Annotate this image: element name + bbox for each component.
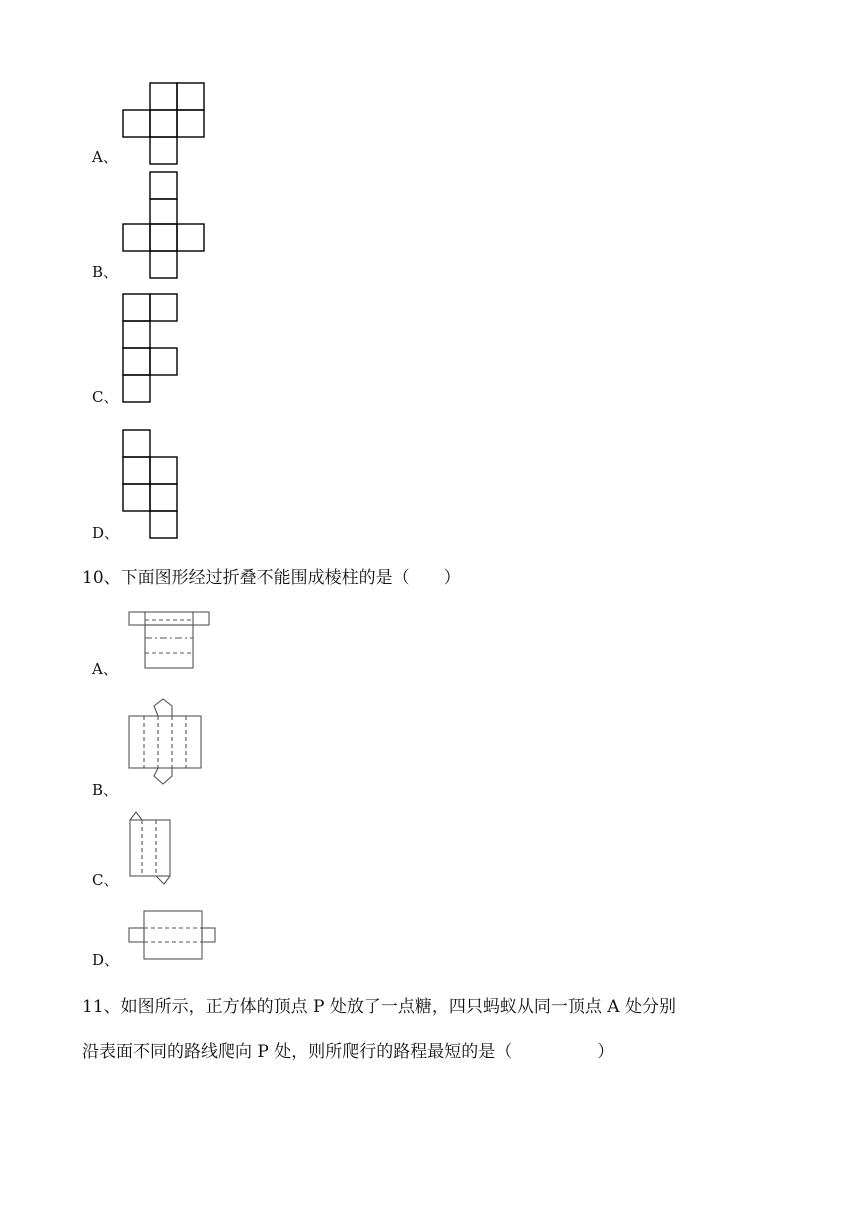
q10-text: 10、下面图形经过折叠不能围成棱柱的是（ ） (82, 568, 461, 588)
cube-net-b-figure (118, 167, 210, 283)
q10-option-c-label: C、 (92, 871, 119, 889)
prism-net-d-figure (125, 907, 219, 963)
q9-option-b-label: B、 (92, 263, 119, 281)
q9-option-d-label: D、 (92, 524, 120, 542)
q10-option-b-label: B、 (92, 781, 119, 799)
prism-net-a-figure (125, 608, 215, 672)
prism-net-b-figure (125, 696, 205, 788)
q9-option-a-label: A、 (92, 148, 118, 166)
q11-text-line1: 11、如图所示，正方体的顶点 P 处放了一点糖，四只蚂蚁从同一顶点 A 处分别 (82, 997, 676, 1017)
q10-option-d-label: D、 (92, 951, 120, 969)
q11-text-line2: 沿表面不同的路线爬向 P 处，则所爬行的路程最短的是（ ） (82, 1042, 615, 1062)
cube-net-a-figure (118, 78, 210, 170)
cube-net-c-figure (118, 289, 184, 409)
prism-net-c-figure (124, 808, 180, 886)
cube-net-d-figure (118, 425, 184, 545)
q9-option-c-label: C、 (92, 388, 119, 406)
q10-option-a-label: A、 (92, 660, 118, 678)
